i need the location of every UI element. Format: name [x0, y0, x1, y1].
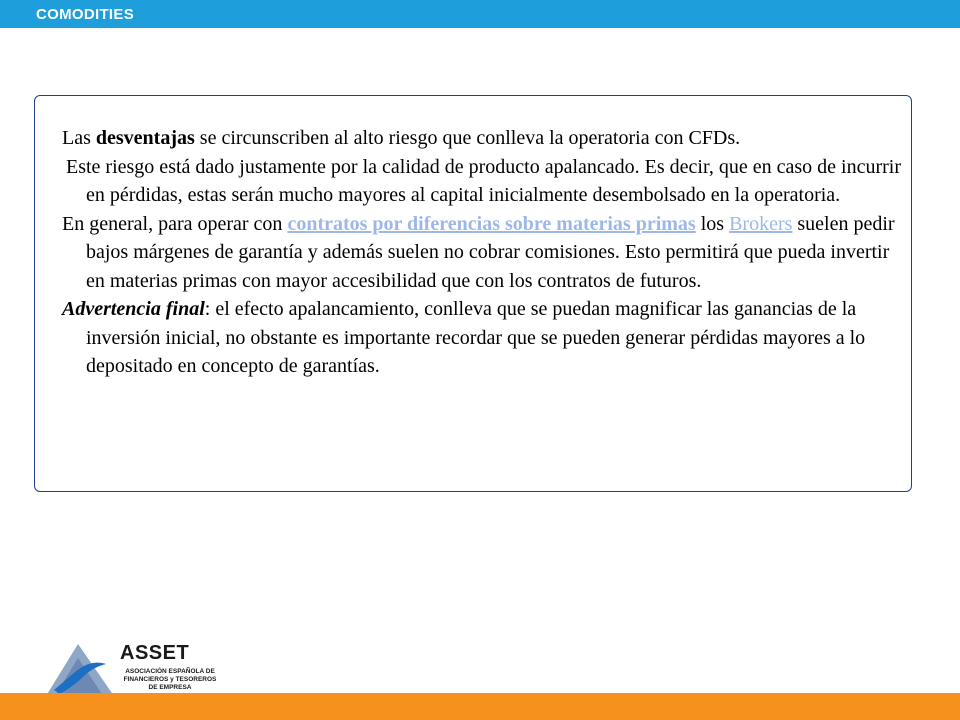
bold-term: desventajas [95, 127, 195, 149]
body-text [62, 124, 902, 381]
warning-label: Advertencia final [62, 298, 205, 320]
footer-bar [0, 693, 960, 720]
brokers-link[interactable]: Brokers [729, 212, 793, 235]
paragraph-general: En general, para operar con contratos por diferencias sobre materias primas los Brokers suelen pedir bajos márgenes de garantía y además suelen no cobrar comisiones. Esto permitirá que pueda invertir en materias primas con mayor accesibilidad que con los contratos de futuros. [62, 212, 895, 292]
cfd-commodities-link[interactable]: contratos por diferencias sobre materias primas [287, 212, 696, 235]
header-bar [0, 0, 960, 28]
asset-triangle-icon [40, 636, 120, 700]
asset-logo [40, 636, 225, 700]
page-title: COMODITIES [36, 6, 135, 23]
paragraph-warning: Advertencia final: el efecto apalancamiento, conlleva que se puedan magnificar las ganancias de la inversión inicial, no obstante es importante recordar que se pueden generar pérdidas mayores a lo depositado en concepto de garantías. [62, 298, 866, 377]
logo-subtitle: ASOCIACIÓN ESPAÑOLA DE FINANCIEROS y TESOREROS DE EMPRESA [123, 668, 217, 691]
logo-name: ASSET [120, 642, 190, 664]
paragraph-risk: Este riesgo está dado justamente por la calidad de producto apalancado. Es decir, que en caso de incurrir en pérdidas, estas serán mucho mayores al capital inicialmente desembolsado en la operatoria. [66, 155, 901, 206]
paragraph-disadvantages: Las desventajas se circunscriben al alto riesgo que conlleva la operatoria con CFDs. [62, 127, 741, 149]
